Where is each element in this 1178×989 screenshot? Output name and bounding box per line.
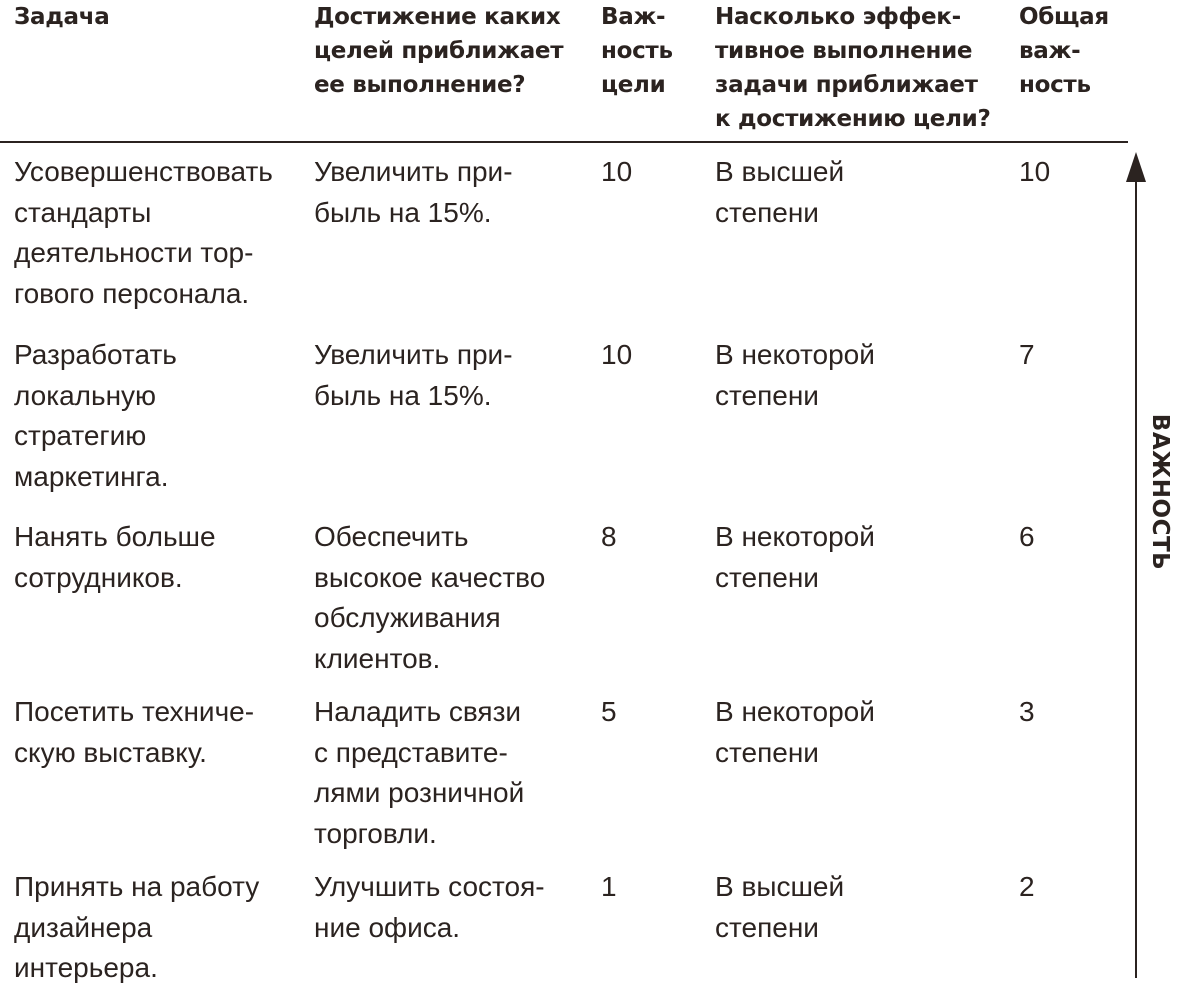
total-cell: 6 bbox=[1019, 521, 1035, 552]
importance-cell: 5 bbox=[601, 696, 617, 727]
goal-cell: Наладить связи с представите- лями розничной торговли. bbox=[314, 696, 525, 849]
task-cell: Усовершенствовать стандарты деятельности тор- гового персонала. bbox=[14, 156, 273, 309]
task-cell: Разработать локальную стратегию маркетинга. bbox=[14, 339, 177, 492]
total-cell: 7 bbox=[1019, 339, 1035, 370]
goal-cell: Улучшить состоя- ние офиса. bbox=[314, 871, 545, 943]
task-cell: Посетить техниче- скую выставку. bbox=[14, 696, 255, 768]
importance-axis-line bbox=[1135, 178, 1137, 978]
goal-cell: Обеспечить высокое качество обслуживания клиентов. bbox=[314, 521, 546, 674]
importance-cell: 8 bbox=[601, 521, 617, 552]
effectiveness-cell: В некоторой степени bbox=[715, 339, 875, 411]
effectiveness-cell: В некоторой степени bbox=[715, 521, 875, 593]
task-cell: Принять на работу дизайнера интерьера. bbox=[14, 871, 260, 983]
importance-cell: 10 bbox=[601, 156, 633, 187]
effectiveness-cell: В некоторой степени bbox=[715, 696, 875, 768]
effectiveness-cell: В высшей степени bbox=[715, 871, 845, 943]
goal-cell: Увеличить при- быль на 15%. bbox=[314, 339, 513, 411]
effectiveness-cell: В высшей степени bbox=[715, 156, 845, 228]
header-effectiveness: Насколько эффек- тивное выполнение задачи приближает к достижению цели? bbox=[715, 4, 991, 132]
total-cell: 10 bbox=[1019, 156, 1051, 187]
total-cell: 3 bbox=[1019, 696, 1035, 727]
header-divider bbox=[0, 141, 1128, 143]
goal-cell: Увеличить при- быль на 15%. bbox=[314, 156, 513, 228]
header-goal-importance: Важ- ность цели bbox=[601, 4, 673, 98]
header-goals: Достижение каких целей приближает ее выполнение? bbox=[314, 4, 564, 98]
task-cell: Нанять больше сотрудников. bbox=[14, 521, 216, 593]
header-task: Задача bbox=[14, 4, 110, 30]
importance-axis-label: ВАЖНОСТЬ bbox=[1147, 413, 1173, 571]
total-cell: 2 bbox=[1019, 871, 1035, 902]
importance-cell: 10 bbox=[601, 339, 633, 370]
header-total-importance: Общая важ- ность bbox=[1019, 4, 1109, 98]
importance-cell: 1 bbox=[601, 871, 617, 902]
